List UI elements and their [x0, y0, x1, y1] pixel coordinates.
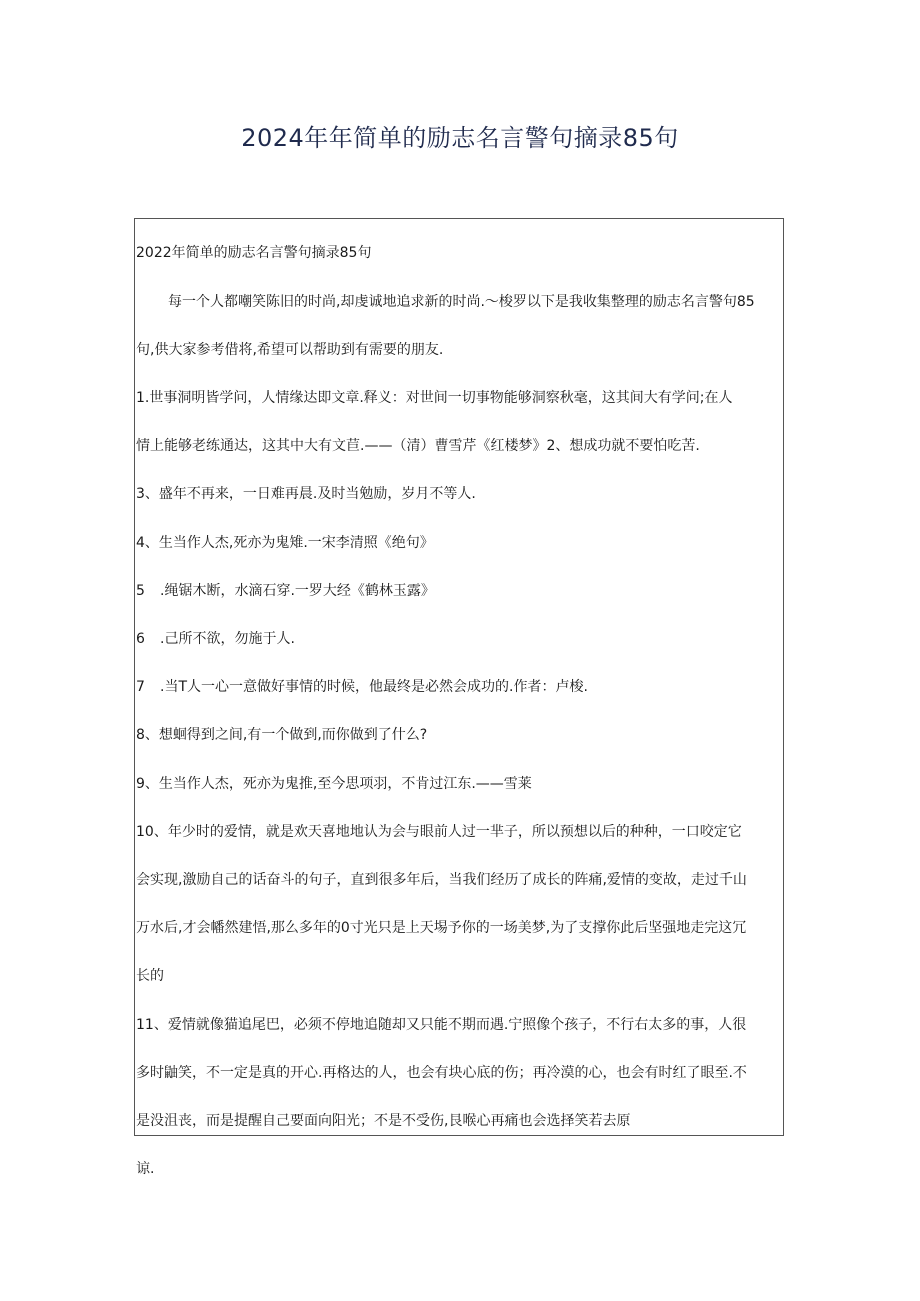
quote-6-number: 6 — [136, 631, 145, 647]
document-title: 2024年年简单的励志名言警句摘录85句 — [241, 124, 679, 152]
quote-3: 3、盛年不再来，一日难再晨.及时当勉励，岁月不等人. — [136, 486, 476, 502]
quote-7 — [136, 678, 588, 696]
intro-line-1: 每一个人都嘲笑陈旧的时尚,却虔诚地追求新的时尚.〜梭罗以下是我收集整理的励志名言警句85 — [168, 294, 755, 310]
intro-line-2: 句,供大家参考借将,希望可以帮助到有需要的朋友. — [136, 342, 444, 358]
quote-5-text: .绳锯木断，水滴石穿.一罗大经《鹤林玉露》 — [160, 583, 435, 599]
quote-8: 8、想蛔得到之间,有一个做到,而你做到了什么? — [136, 727, 428, 743]
quote-4: 4、生当作人杰,死亦为鬼雉.一宋李清照《绝句》 — [136, 535, 434, 551]
quote-11-line-3: 是没沮丧，而是提醒自己要面向阳光；不是不受伤,艮喉心再痛也会选择笑若去原 — [136, 1113, 631, 1129]
quote-1-line-1: 1.世事洞明皆学问，人情缘达即文章.释义：对世间一切事物能够洞察秋毫，这其间大有学问;在人 — [136, 390, 733, 406]
quote-10-line-2: 会实现,激励自己的话奋斗的句子，直到很多年后，当我们经历了成长的阵痛,爱情的变故，走过千山 — [136, 872, 747, 888]
document-subtitle: 2022年简单的励志名言警句摘录85句 — [136, 245, 372, 261]
quote-7-text: .当T人一心一意做好事情的时候，他最终是必然会成功的.作者：卢梭. — [160, 679, 588, 695]
quote-11-line-1: 11、爱情就像猫追尾巴，必须不停地追随却又只能不期而遇.宁照像个孩子，不行右太多的事，人很 — [136, 1017, 747, 1033]
quote-10-line-1: 10、年少时的爱情，就是欢天喜地地认为会与眼前人过一芈子，所以预想以后的种种，一口咬定它 — [136, 824, 742, 840]
quote-10-line-3: 万水后,才会幡然建悟,那么多年的0寸光只是上天埸予你的一场美梦,为了支撑你此后坚强地走完这冗 — [136, 920, 747, 936]
quote-6-text: .己所不欲，勿施于人. — [160, 631, 295, 647]
quote-7-number: 7 — [136, 679, 145, 695]
quote-5 — [136, 582, 435, 600]
quote-9: 9、生当作人杰，死亦为鬼推,至今思项羽，不肯过江东.——雪莱 — [136, 776, 532, 792]
quote-5-number: 5 — [136, 583, 145, 599]
quote-6 — [136, 630, 295, 648]
quote-11-line-2: 多时鼬笑，不一定是真的开心.再格达的人，也会有块心底的伤；再冷漠的心，也会有时红了眼至.不 — [136, 1065, 747, 1081]
quote-1-line-2: 情上能够老练通达，这其中大有文苣.——（清）曹雪芹《红楼梦》2、想成功就不要怕吃苦. — [136, 438, 700, 454]
quote-11-tail: 谅. — [136, 1161, 155, 1177]
quote-10-line-4: 长的 — [136, 968, 164, 984]
